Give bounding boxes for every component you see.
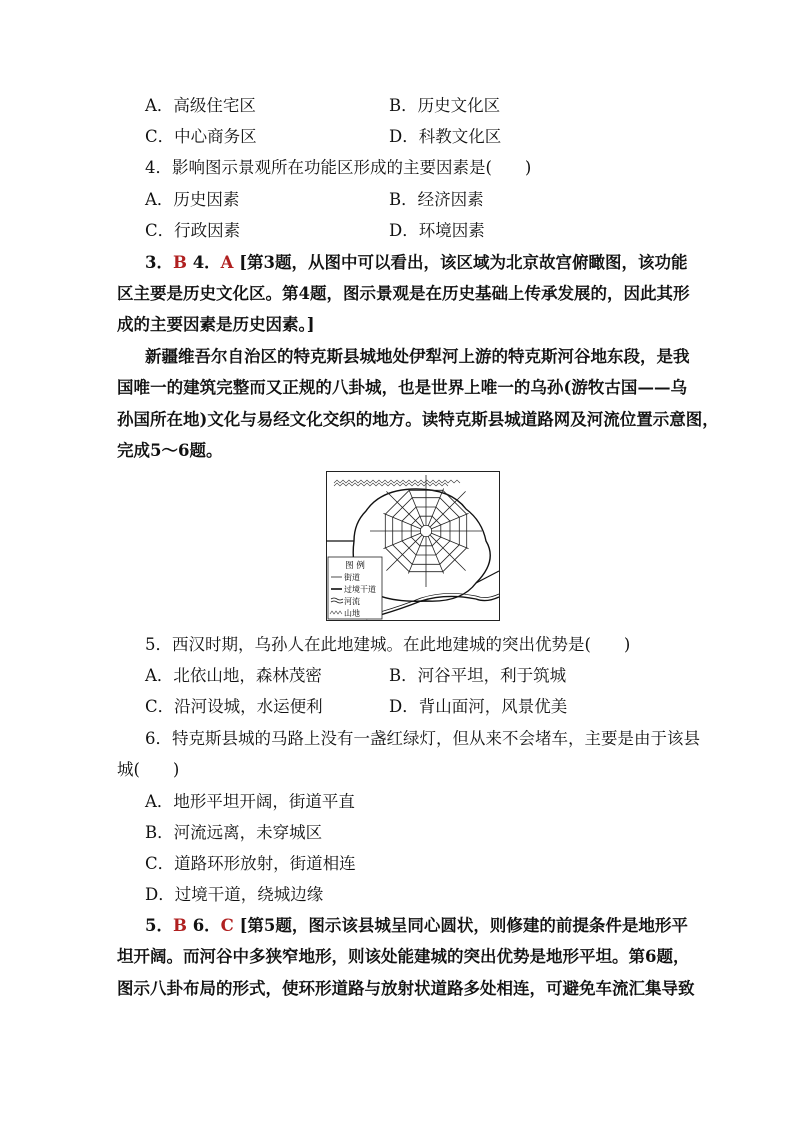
q5-option-d: D．背山面河，风景优美	[389, 697, 568, 716]
passage-line4: 完成5～6题。	[117, 441, 223, 460]
answer-5-6-explanation-start: [第5题，图示该县城呈同心圆状，则修建的前提条件是地形平	[239, 916, 688, 935]
answer-5-6-line2: 坦开阔。而河谷中多狭窄地形，则该处能建城的突出优势是地形平坦。第6题，	[117, 947, 690, 966]
answer-6-key: C	[220, 916, 234, 935]
answer-3-4-line2: 区主要是历史文化区。第4题，图示景观是在历史基础上传承发展的，因此其形	[117, 284, 690, 303]
q4-option-d: D．环境因素	[389, 221, 485, 240]
q3-option-d: D．科教文化区	[389, 127, 502, 146]
answer-3-4-line1	[145, 253, 688, 273]
answer-3-4-line3: 成的主要因素是历史因素。]	[117, 315, 315, 334]
passage-line2: 国唯一的建筑完整而又正规的八卦城，也是世界上唯一的乌孙(游牧古国——乌	[117, 378, 687, 397]
passage-line1: 新疆维吾尔自治区的特克斯县城地处伊犁河上游的特克斯河谷地东段，是我	[145, 347, 690, 366]
q4-option-c: C．行政因素	[145, 221, 241, 240]
answer-5-6-line3: 图示八卦布局的形式，使环形道路与放射状道路多处相连，可避免车流汇集导致	[117, 979, 695, 998]
q3-option-a: A．高级住宅区	[145, 96, 256, 115]
q5-option-a: A．北依山地，森林茂密	[145, 666, 322, 685]
q6-option-a: A．地形平坦开阔，街道平直	[145, 792, 355, 811]
q3-option-b: B．历史文化区	[389, 96, 501, 115]
q6-stem-line1: 6．特克斯县城的马路上没有一盏红绿灯，但从来不会堵车，主要是由于该县	[145, 729, 700, 748]
legend-highway: 过境干道	[344, 585, 376, 594]
passage-line3: 孙国所在地)文化与易经文化交织的地方。读特克斯县城道路网及河流位置示意图，	[117, 410, 719, 429]
q3-option-c: C．中心商务区	[145, 127, 257, 146]
q5-option-c: C．沿河设城，水运便利	[145, 697, 323, 716]
legend-title: 图 例	[345, 561, 365, 571]
q5-option-b: B．河谷平坦，利于筑城	[389, 666, 567, 685]
q4-option-a: A．历史因素	[145, 190, 240, 209]
legend-river: 河流	[344, 597, 360, 606]
q4-stem: 4．影响图示景观所在功能区形成的主要因素是( )	[145, 158, 532, 177]
answer-5-number: 5．	[145, 916, 173, 935]
answer-5-6-line1	[145, 916, 688, 936]
county-road-map	[326, 471, 500, 621]
q5-stem: 5．西汉时期，乌孙人在此地建城。在此地建城的突出优势是( )	[145, 635, 631, 654]
answer-4-key: A	[220, 253, 234, 272]
answer-3-key: B	[172, 253, 187, 272]
answer-4-number: 4．	[192, 253, 221, 272]
answer-3-number: 3．	[145, 253, 173, 272]
answer-3-4-explanation-start: [第3题，从图中可以看出，该区域为北京故宫俯瞰图，该功能	[239, 253, 688, 272]
answer-5-key: B	[172, 916, 187, 935]
q4-option-b: B．经济因素	[389, 190, 484, 209]
answer-6-number: 6．	[192, 916, 221, 935]
q6-option-b: B．河流远离，未穿城区	[145, 823, 323, 842]
legend-mountain: 山地	[344, 609, 360, 618]
q6-stem-line2: 城( )	[117, 760, 180, 779]
q6-option-d: D．过境干道，绕城边缘	[145, 885, 324, 904]
legend-street: 街道	[344, 573, 360, 582]
q6-option-c: C．道路环形放射，街道相连	[145, 854, 356, 873]
